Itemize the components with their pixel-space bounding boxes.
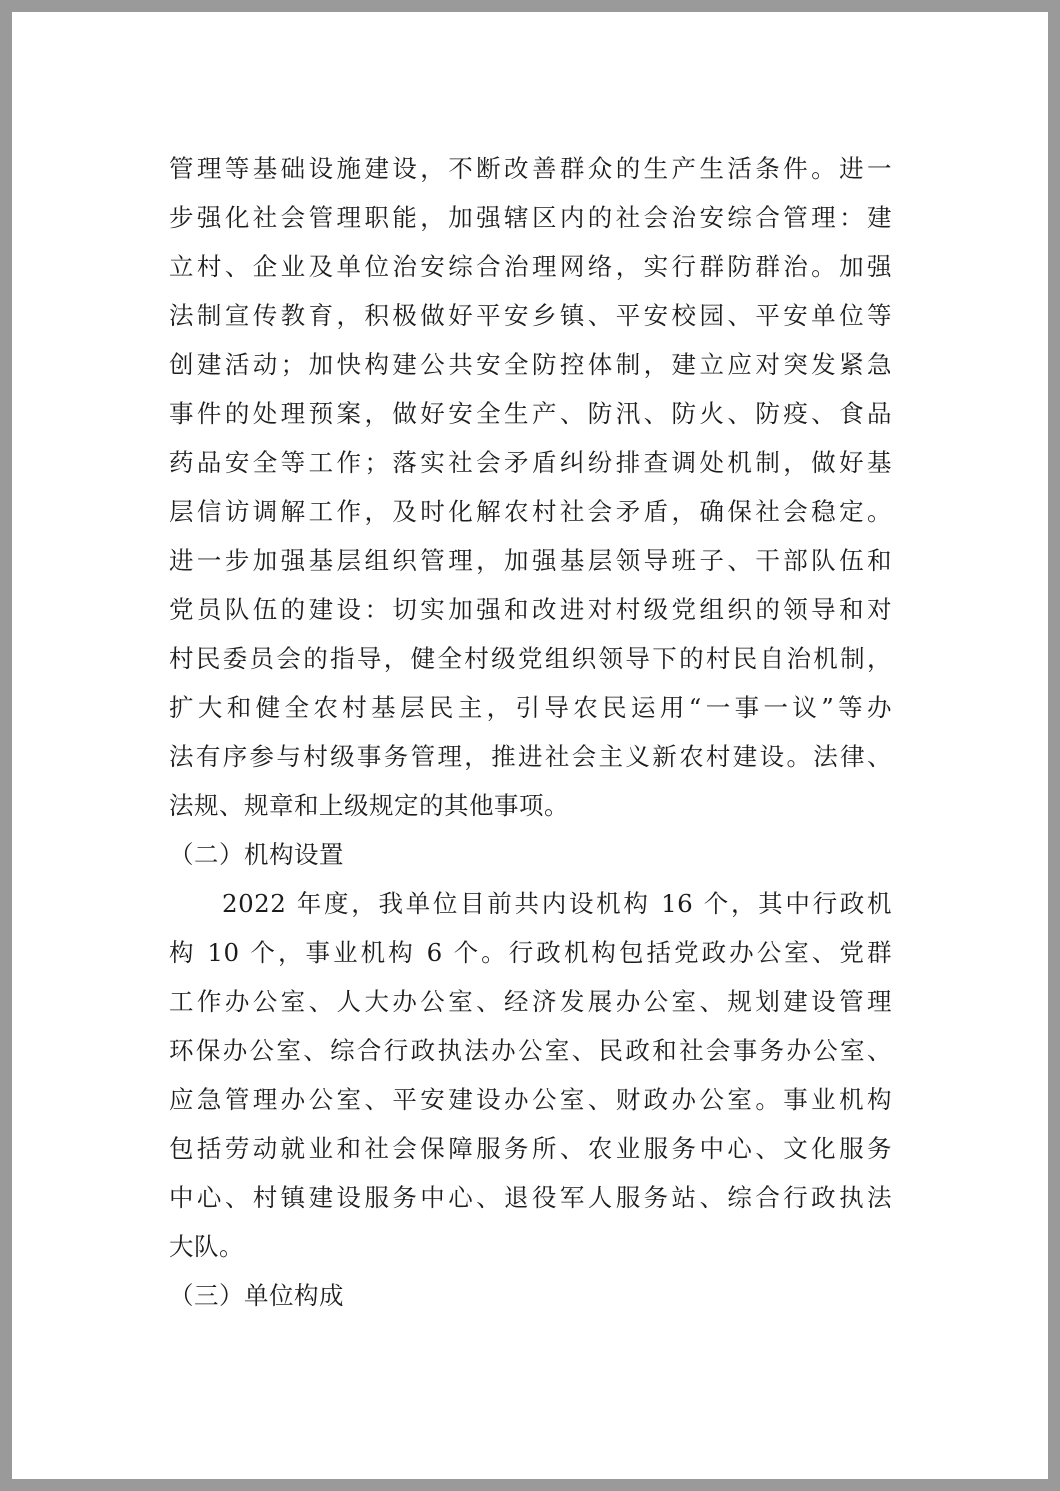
paragraph-line: 管理等基础设施建设，不断改善群众的生产生活条件。进一 [169,154,892,183]
paragraph-line: 应急管理办公室、平安建设办公室、财政办公室。事业机构 [169,1085,892,1114]
paragraph-line-indented: 2022 年度，我单位目前共内设机构 16 个，其中行政机 [222,889,892,918]
paragraph-line: 法制宣传教育，积极做好平安乡镇、平安校园、平安单位等 [169,301,892,330]
paragraph-line: 扩大和健全农村基层民主，引导农民运用“一事一议”等办 [169,693,892,722]
paragraph-line: 层信访调解工作，及时化解农村社会矛盾，确保社会稳定。 [169,497,892,526]
section-heading: （二）机构设置 [169,840,344,869]
paragraph-line-last: 大队。 [169,1232,244,1261]
document-page [12,12,1048,1479]
paragraph-line: 事件的处理预案，做好安全生产、防汛、防火、防疫、食品 [169,399,892,428]
paragraph-line: 村民委员会的指导，健全村级党组织领导下的村民自治机制， [169,644,892,673]
paragraph-line-last: 法规、规章和上级规定的其他事项。 [169,791,569,820]
paragraph-line: 立村、企业及单位治安综合治理网络，实行群防群治。加强 [169,252,892,281]
paragraph-line: 党员队伍的建设：切实加强和改进对村级党组织的领导和对 [169,595,892,624]
paragraph-line: 创建活动；加快构建公共安全防控体制，建立应对突发紧急 [169,350,892,379]
section-heading: （三）单位构成 [169,1281,344,1310]
paragraph-line: 包括劳动就业和社会保障服务所、农业服务中心、文化服务 [169,1134,892,1163]
paragraph-line: 法有序参与村级事务管理，推进社会主义新农村建设。法律、 [169,742,892,771]
paragraph-line: 工作办公室、人大办公室、经济发展办公室、规划建设管理 [169,987,892,1016]
paragraph-line: 进一步加强基层组织管理，加强基层领导班子、干部队伍和 [169,546,892,575]
paragraph-line: 步强化社会管理职能，加强辖区内的社会治安综合管理：建 [169,203,892,232]
paragraph-line: 药品安全等工作；落实社会矛盾纠纷排查调处机制，做好基 [169,448,892,477]
paragraph-line: 环保办公室、综合行政执法办公室、民政和社会事务办公室、 [169,1036,892,1065]
paragraph-line: 中心、村镇建设服务中心、退役军人服务站、综合行政执法 [169,1183,892,1212]
paragraph-line: 构 10 个，事业机构 6 个。行政机构包括党政办公室、党群 [169,938,892,967]
